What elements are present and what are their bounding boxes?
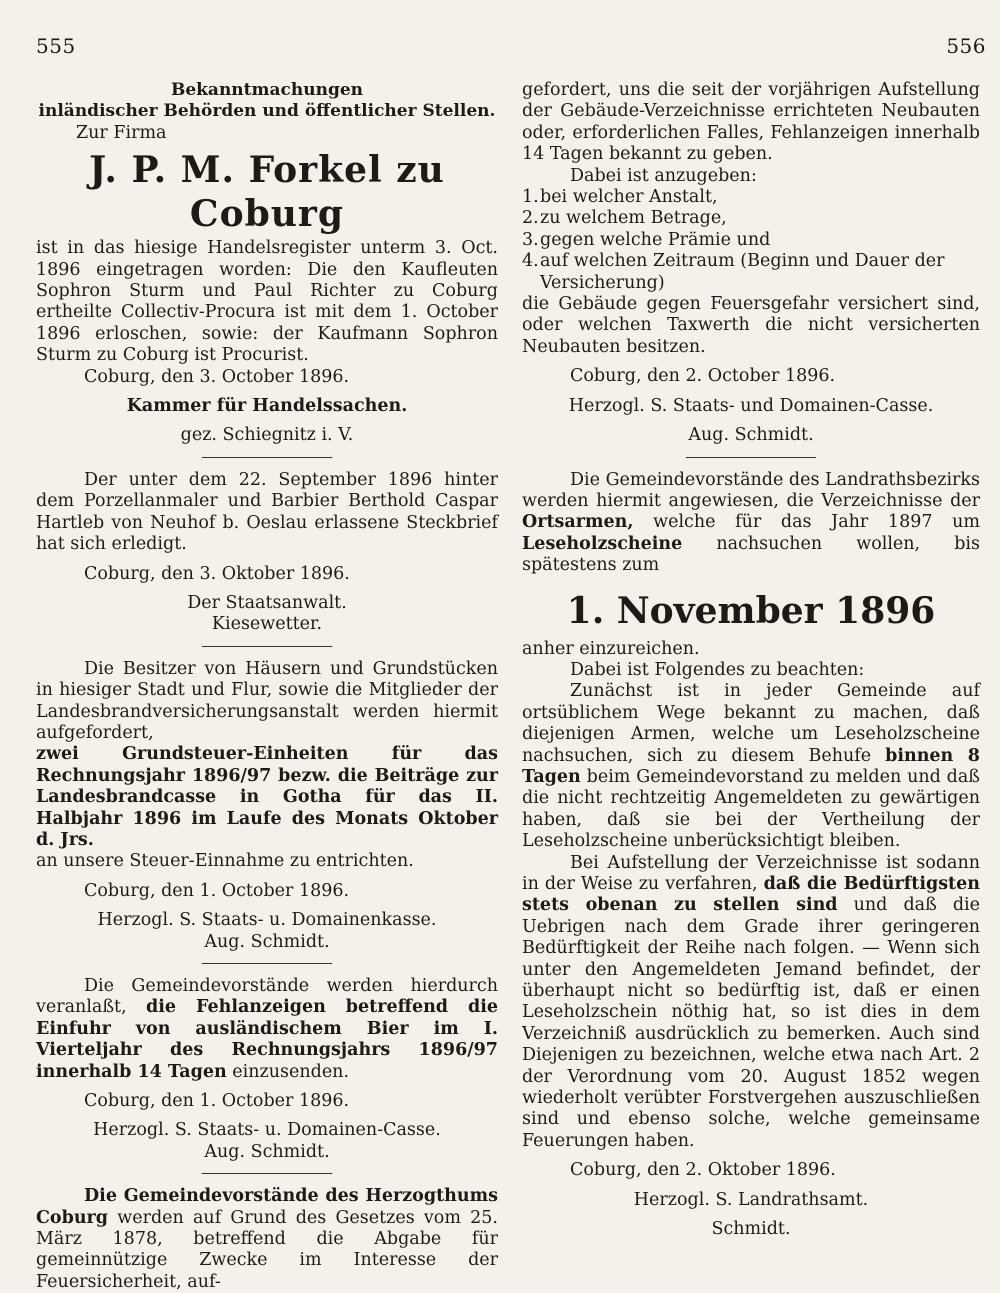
section-header-line2: inländischer Behörden und öffentlicher Stellen. [38,101,496,122]
divider [686,457,816,458]
notice-paragraph [522,681,980,852]
notice-body [36,976,498,1083]
notice-body [36,1186,498,1293]
list-item-number: 2. [522,208,539,229]
deadline-date: 1. November 1896 [566,589,936,632]
notice-body-end: nachsuchen wollen, bis spätestens zum [522,533,980,576]
divider [202,963,332,964]
notice-forkel [36,123,498,447]
page-number-left: 555 [36,34,76,58]
notice-body-mid: welche für das Jahr 1897 um [653,512,980,533]
divider [202,1173,332,1174]
notice-intro: Zur Firma [76,122,167,143]
notice-signature-office: Kammer für Handelssachen. [126,396,408,417]
notice-body: ist in das hiesige Handelsregister unterm 3. Oct. 1896 eingetragen worden: Die den Kaufleuten Sophron Sturm und Paul Richter zu Coburg ertheilte Collectiv-Procura ist mit dem 1. October 1896 erloschen, sowie: der Kaufmann Sophron Sturm zu Coburg ist Procurist. [36,238,498,366]
notice-signature-name: Kiesewetter. [211,614,323,635]
notice-leseholz [522,470,980,1241]
divider [202,457,332,458]
notice-text: Bei Aufstellung der Verzeichnisse ist sodann in der Weise zu verfahren, [522,852,980,894]
notice-signature-name: Schmidt. [711,1219,791,1240]
notice-emphasis: Die Gemeindevorstände des Herzogthums Coburg [36,1186,498,1228]
left-column [36,80,498,1293]
firm-name: J. P. M. Forkel zu Coburg [89,149,445,236]
notice-text: beim Gemeindevorstand zu melden und daß die nicht rechtzeitig Angemeldeten zu gewärtigen haben, daß sie bei der Vertheilung der Leseholzscheine unberücksichtigt bleiben. [522,766,980,852]
list-item-text: auf welchen Zeitraum (Beginn und Dauer der Versicherung) [540,251,945,293]
notice-list-intro: Dabei ist anzugeben: [570,165,757,186]
notice-signature-office: Herzogl. S. Landrathsamt. [633,1189,869,1210]
notice-body: Der unter dem 22. September 1896 hinter dem Porzellanmaler und Barbier Berthold Caspar Hartleb von Neuhof b. Oeslau erlassene Steckbrief hat sich erledigt. [36,469,498,555]
notice-signature-name: Aug. Schmidt. [204,1141,330,1162]
notice-bier [36,976,498,1163]
notice-feuersicherheit-continued [522,80,980,447]
page-number-right: 556 [946,34,986,58]
notice-body-start: Die Gemeindevorstände werden hierdurch veranlaßt, [36,976,498,1018]
notice-emphasis: daß die Bedürftigsten stets obenan zu stellen sind [522,874,980,916]
notice-signature-name: Aug. Schmidt. [688,425,814,446]
list-item [522,230,980,251]
requirements-list [522,187,980,294]
notice-body-start: Die Gemeindevorstände des Landrathsbezirks werden hiermit angewiesen, die Verzeichnisse der [522,469,980,511]
right-column [522,80,980,1241]
list-item-number: 3. [522,229,539,250]
divider [202,646,332,647]
notice-emphasis: Leseholzscheine [522,533,683,554]
notice-signature-office: Herzogl. S. Staats- u. Domainen-Casse. [93,1120,441,1141]
notice-date: Coburg, den 1. October 1896. [84,1091,350,1112]
notice-signature-name: Aug. Schmidt. [204,931,330,952]
notice-date: Coburg, den 1. October 1896. [84,880,350,901]
notice-emphasis: Ortsarmen, [522,512,634,533]
section-header-line1: Bekanntmachungen [170,80,364,100]
notice-body [522,470,980,577]
notice-tail: an unsere Steuer-Einnahme zu entrichten. [36,851,414,872]
notice-emphasis: binnen 8 Tagen [522,745,980,787]
notice-text: und daß die Uebrigen nach dem Grade ihrer geringeren Bedürftigkeit der Reihe nach folgen. — Wenn sich unter den Angemeldeten Jemand befindet, der überhaupt nicht so bedürftig ist, daß er einen Leseholzschein nöthig hat, so ist dies in dem Verzeichniß ausdrücklich zu bemerken. Auch sind Diejenigen zu bezeichnen, welche etwa nach Art. 2 der Verordnung vom 20. August 1852 wegen wiederholt verübter Forstvergehen auszuschließen sind und ebenso solche, welche gemeinsame Feuerungen haben. [522,895,980,1151]
notice-date: Coburg, den 2. Oktober 1896. [570,1160,836,1181]
notice-body-after: anher einzureichen. [522,638,700,659]
notice-signature-office: Der Staatsanwalt. [187,592,347,613]
list-item [522,251,980,294]
notice-steckbrief [36,470,498,636]
list-item-text: gegen welche Prämie und [540,229,771,250]
notice-signature-office: Herzogl. S. Staats- und Domainen-Casse. [568,395,934,416]
notice-tail: einzusenden. [232,1061,350,1082]
notice-date: Coburg, den 3. Oktober 1896. [84,563,350,584]
notice-text: Zunächst ist in jeder Gemeinde auf ortsüblichem Wege bekannt zu machen, daß diejenigen Armen, welche um Leseholzscheine nachsuchen, sich zu diesem Behufe [522,681,980,766]
list-item-number: 1. [522,187,539,208]
notice-emphasis: zwei Grundsteuer-Einheiten für das Rechnungsjahr 1896/97 bezw. die Beiträge zur Landesbrandcasse in Gotha für das II. Halbjahr 1896 im Laufe des Monats Oktober d. Jrs. [36,744,498,850]
notice-date: Coburg, den 2. October 1896. [570,366,836,387]
notice-paragraph [522,853,980,1153]
list-item [522,208,980,229]
notice-body-after-list: die Gebäude gegen Feuersgefahr versichert sind, oder welchen Taxwerth die nicht versicherten Neubauten besitzen. [522,294,980,357]
notice-body: gefordert, uns die seit der vorjährigen Aufstellung der Gebäude-Verzeichnisse errichteten Neubauten oder, erforderlichen Falles, Fehlanzeigen innerhalb 14 Tagen bekannt zu geben. [522,80,980,165]
notice-signature-name: gez. Schiegnitz i. V. [180,425,354,446]
list-item-text: zu welchem Betrage, [540,208,727,229]
list-item-text: bei welcher Anstalt, [540,187,718,208]
notice-date: Coburg, den 3. October 1896. [84,366,350,387]
notice-paragraph: Dabei ist Folgendes zu beachten: [570,659,865,680]
notice-body-text: werden auf Grund des Gesetzes vom 25. März 1878, betreffend die Abgabe für gemeinnützige Zwecke im Interesse der Feuersicherheit, auf- [36,1207,498,1292]
notice-emphasis: die Fehlanzeigen betreffend die Einfuhr von ausländischem Bier im I. Vierteljahr des Rechnungsjahrs 1896/97 innerhalb 14 Tagen [36,997,498,1082]
notice-grundsteuer [36,659,498,953]
notice-signature-office: Herzogl. S. Staats- u. Domainenkasse. [97,910,437,931]
notice-feuersicherheit [36,1186,498,1293]
list-item [522,187,980,208]
notice-body: Die Besitzer von Häusern und Grundstücken in hiesiger Stadt und Flur, sowie die Mitglieder der Landesbrandversicherungsanstalt werden hiermit aufgefordert, [36,658,498,743]
list-item-number: 4. [522,251,539,272]
